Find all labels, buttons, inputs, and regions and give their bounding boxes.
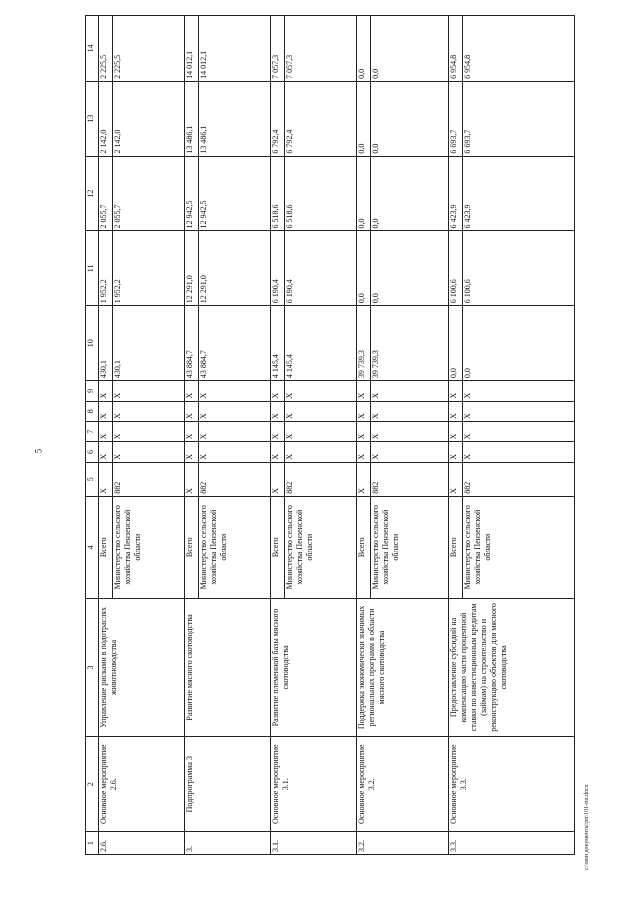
value-cell: 4 145,4 — [285, 306, 357, 381]
value-cell: X — [99, 421, 113, 441]
column-number-cell: 2 — [86, 737, 99, 832]
column-number-cell: 6 — [86, 442, 99, 462]
value-cell: 4 145,4 — [271, 306, 285, 381]
value-cell: X — [99, 442, 113, 462]
value-cell: X — [357, 442, 371, 462]
row-title-cell: Управление рисками в подотраслях животноводства — [99, 598, 185, 736]
row-title-cell: Развитие мясного скотоводства — [185, 598, 271, 736]
value-cell: 0,0 — [357, 81, 371, 156]
value-cell: 882 — [463, 462, 575, 496]
value-cell: 0,0 — [463, 306, 575, 381]
value-cell: X — [285, 381, 357, 401]
value-cell: X — [371, 401, 449, 421]
value-cell: X — [113, 401, 185, 421]
value-cell: 12 291,0 — [185, 231, 199, 306]
value-cell: 882 — [199, 462, 271, 496]
column-number-cell: 10 — [86, 306, 99, 381]
value-cell: X — [463, 401, 575, 421]
row-number-cell: 3. — [185, 832, 271, 855]
value-cell: X — [285, 401, 357, 421]
value-cell: 12 942,5 — [185, 156, 199, 231]
value-cell: X — [285, 421, 357, 441]
value-cell: 6 100,6 — [449, 231, 463, 306]
value-cell: X — [449, 442, 463, 462]
value-cell: X — [271, 462, 285, 496]
row-title-cell: Поддержка экономически значимых региональных программ в области мясного скотоводства — [357, 598, 449, 736]
value-cell: 0,0 — [371, 16, 449, 82]
value-cell: X — [113, 381, 185, 401]
column-number-cell: 13 — [86, 81, 99, 156]
value-cell: 6 518,6 — [285, 156, 357, 231]
value-cell: X — [185, 421, 199, 441]
column-number-cell: 7 — [86, 421, 99, 441]
total-label-cell: Всего — [449, 496, 463, 598]
column-number-cell: 5 — [86, 462, 99, 496]
funding-source-cell: Министерство сельского хозяйства Пензенской области — [371, 496, 449, 598]
value-cell: X — [199, 401, 271, 421]
funding-source-cell: Министерство сельского хозяйства Пензенской области — [285, 496, 357, 598]
value-cell: 0,0 — [357, 156, 371, 231]
value-cell: 2 055,7 — [99, 156, 113, 231]
value-cell: X — [199, 381, 271, 401]
value-cell: X — [271, 381, 285, 401]
value-cell: X — [185, 381, 199, 401]
value-cell: X — [271, 442, 285, 462]
value-cell: 6 792,4 — [285, 81, 357, 156]
row-title-cell: Развитие племенной базы мясного скотоводства — [271, 598, 357, 736]
table-row — [271, 16, 285, 855]
value-cell: 0,0 — [371, 231, 449, 306]
page-number: 5 — [33, 448, 44, 454]
value-cell: 430,1 — [113, 306, 185, 381]
value-cell: X — [463, 442, 575, 462]
column-number-cell: 11 — [86, 231, 99, 306]
value-cell: 2 142,0 — [99, 81, 113, 156]
value-cell: 7 057,3 — [271, 16, 285, 82]
value-cell: X — [371, 381, 449, 401]
value-cell: 6 423,9 — [463, 156, 575, 231]
row-name-cell: Подпрограмма 3 — [185, 737, 271, 832]
value-cell: X — [285, 442, 357, 462]
budget-table — [85, 15, 575, 855]
value-cell: 6 693,7 — [463, 81, 575, 156]
value-cell: 0,0 — [357, 16, 371, 82]
row-name-cell: Основное мероприятие 3.2. — [357, 737, 449, 832]
row-title-cell: Предоставление субсидий на компенсацию части процентной ставки по инвестиционным кредитам (займам) на строительство и реконструкцию объектов для мясного скотоводства — [449, 598, 575, 736]
value-cell: X — [357, 401, 371, 421]
value-cell: X — [449, 462, 463, 496]
value-cell: 2 225,5 — [99, 16, 113, 82]
row-name-cell: Основное мероприятие 3.1. — [271, 737, 357, 832]
total-label-cell: Всего — [271, 496, 285, 598]
value-cell: 882 — [113, 462, 185, 496]
value-cell: 430,1 — [99, 306, 113, 381]
value-cell: 14 012,1 — [199, 16, 271, 82]
value-cell: X — [357, 462, 371, 496]
value-cell: 43 884,7 — [185, 306, 199, 381]
funding-source-cell: Министерство сельского хозяйства Пензенской области — [113, 496, 185, 598]
row-number-cell: 2.6. — [99, 832, 185, 855]
value-cell: X — [99, 401, 113, 421]
value-cell: X — [185, 442, 199, 462]
row-number-cell: 3.2. — [357, 832, 449, 855]
value-cell: 12 942,5 — [199, 156, 271, 231]
value-cell: 6 190,4 — [271, 231, 285, 306]
column-number-cell: 1 — [86, 832, 99, 855]
value-cell: 0,0 — [357, 231, 371, 306]
rotated-table-container — [85, 15, 610, 855]
funding-source-cell: Министерство сельского хозяйства Пензенской области — [199, 496, 271, 598]
value-cell: X — [99, 462, 113, 496]
value-cell: X — [463, 381, 575, 401]
table-row — [99, 16, 113, 855]
column-number-cell: 14 — [86, 16, 99, 82]
value-cell: 39 739,3 — [371, 306, 449, 381]
value-cell: 0,0 — [371, 81, 449, 156]
total-label-cell: Всего — [99, 496, 113, 598]
table-row — [185, 16, 199, 855]
column-number-cell: 8 — [86, 401, 99, 421]
value-cell: 39 739,3 — [357, 306, 371, 381]
value-cell: 6 423,9 — [449, 156, 463, 231]
column-number-cell: 12 — [86, 156, 99, 231]
header-row — [86, 16, 99, 855]
column-number-cell: 3 — [86, 598, 99, 736]
value-cell: 6 792,4 — [271, 81, 285, 156]
row-number-cell: 3.3. — [449, 832, 575, 855]
value-cell: 2 142,0 — [113, 81, 185, 156]
value-cell: X — [371, 421, 449, 441]
value-cell: 6 190,4 — [285, 231, 357, 306]
value-cell: 13 486,1 — [185, 81, 199, 156]
value-cell: X — [199, 421, 271, 441]
value-cell: X — [357, 381, 371, 401]
value-cell: 7 057,3 — [285, 16, 357, 82]
value-cell: X — [271, 401, 285, 421]
value-cell: 882 — [371, 462, 449, 496]
value-cell: 2 225,5 — [113, 16, 185, 82]
value-cell: X — [199, 442, 271, 462]
total-label-cell: Всего — [185, 496, 199, 598]
value-cell: 882 — [285, 462, 357, 496]
value-cell: X — [357, 421, 371, 441]
value-cell: 6 954,8 — [449, 16, 463, 82]
value-cell: X — [185, 401, 199, 421]
value-cell: X — [271, 421, 285, 441]
row-name-cell: Основное мероприятие 2.6. — [99, 737, 185, 832]
value-cell: X — [449, 421, 463, 441]
value-cell: 13 486,1 — [199, 81, 271, 156]
value-cell: X — [99, 381, 113, 401]
table-body — [86, 16, 575, 855]
value-cell: 0,0 — [371, 156, 449, 231]
table-row — [449, 16, 463, 855]
value-cell: 43 884,7 — [199, 306, 271, 381]
value-cell: 2 055,7 — [113, 156, 185, 231]
value-cell: 6 518,6 — [271, 156, 285, 231]
row-number-cell: 3.1. — [271, 832, 357, 855]
value-cell: 12 291,0 — [199, 231, 271, 306]
value-cell: X — [113, 442, 185, 462]
value-cell: 1 952,2 — [99, 231, 113, 306]
row-name-cell: Основное мероприятие 3.3. — [449, 737, 575, 832]
value-cell: 6 693,7 — [449, 81, 463, 156]
funding-source-cell: Министерство сельского хозяйства Пензенской области — [463, 496, 575, 598]
value-cell: 6 954,8 — [463, 16, 575, 82]
value-cell: 0,0 — [449, 306, 463, 381]
value-cell: 1 952,2 — [113, 231, 185, 306]
value-cell: X — [113, 421, 185, 441]
column-number-cell: 4 — [86, 496, 99, 598]
value-cell: X — [185, 462, 199, 496]
column-number-cell: 9 — [86, 381, 99, 401]
value-cell: X — [449, 381, 463, 401]
value-cell: X — [449, 401, 463, 421]
total-label-cell: Всего — [357, 496, 371, 598]
value-cell: 14 012,1 — [185, 16, 199, 82]
value-cell: 6 100,6 — [463, 231, 575, 306]
footer-file-path: c:\мои документы\рп\101-пп.docx — [584, 784, 590, 870]
table-row — [357, 16, 371, 855]
value-cell: X — [371, 442, 449, 462]
value-cell: X — [463, 421, 575, 441]
